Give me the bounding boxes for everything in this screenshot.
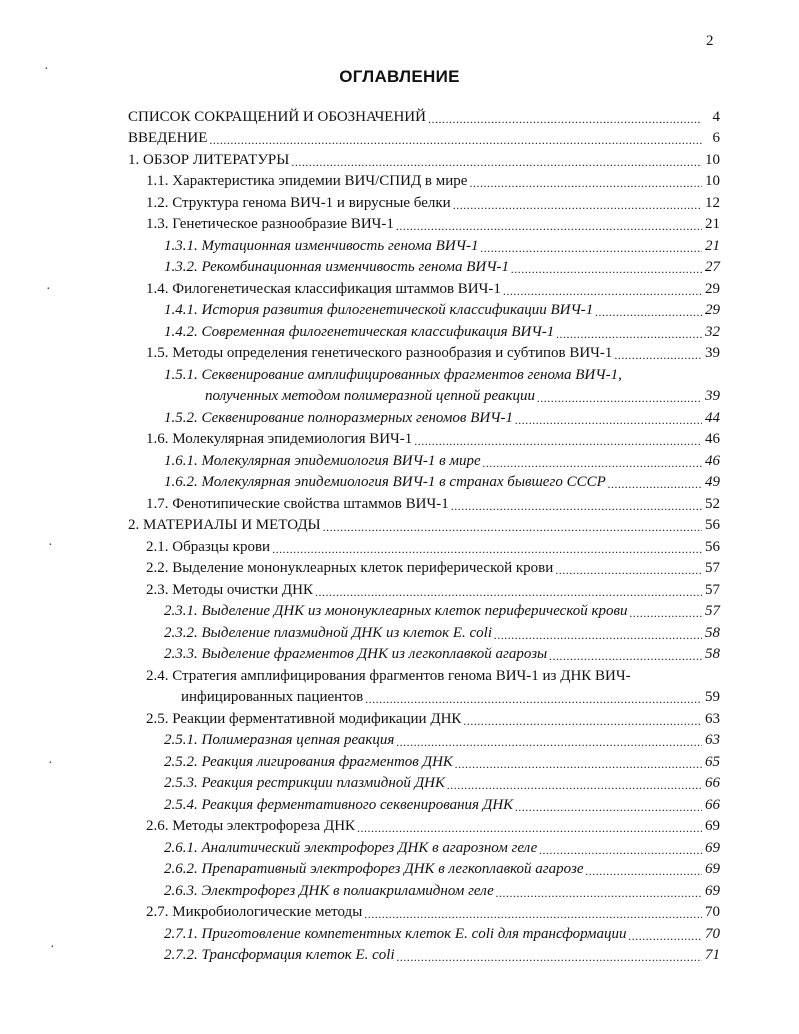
toc-entry[interactable] [164, 323, 720, 341]
toc-entry[interactable] [164, 237, 720, 255]
toc-entry[interactable] [164, 473, 720, 491]
toc-entry-page: 27 [705, 259, 720, 275]
toc-entry-label: 2.5. Реакции ферментативной модификации ДНК [146, 711, 462, 727]
toc-entry-label: 2.6. Методы электрофореза ДНК [146, 818, 356, 834]
toc-entry-label: 2.5.3. Реакция рестрикции плазмидной ДНК [164, 775, 445, 791]
margin-mark: · [50, 940, 55, 955]
toc-entry-page: 57 [705, 560, 720, 576]
toc-entry-page: 46 [705, 431, 720, 447]
toc-entry[interactable] [128, 516, 720, 534]
toc-entry-label: 2.5.1. Полимеразная цепная реакция [164, 732, 395, 748]
toc-entry[interactable] [146, 903, 720, 921]
toc-entry-page: 44 [705, 410, 720, 426]
margin-mark: · [44, 62, 49, 77]
toc-entry-label: 1.6.1. Молекулярная эпидемиология ВИЧ-1 в мире [164, 453, 481, 469]
toc-entry-label: 2.6.3. Электрофорез ДНК в полиакриламидном геле [164, 883, 494, 899]
toc-entry[interactable] [164, 301, 720, 319]
toc-entry-label: 1.3.2. Рекомбинационная изменчивость генома ВИЧ-1 [164, 259, 510, 275]
toc-entry[interactable] [205, 387, 720, 405]
toc-entry-page: 66 [705, 775, 720, 791]
toc-entry-label: 1.1. Характеристика эпидемии ВИЧ/СПИД в мире [146, 173, 468, 189]
toc-entry-page: 52 [705, 496, 720, 512]
toc-entry[interactable] [146, 215, 720, 233]
toc-entry-label: 2.6.1. Аналитический электрофорез ДНК в агарозном геле [164, 840, 538, 856]
toc-entry[interactable] [164, 796, 720, 814]
toc-entry[interactable] [181, 688, 720, 706]
toc-entry-label: 1.7. Фенотипические свойства штаммов ВИЧ-1 [146, 496, 449, 512]
toc-entry-label: 1. ОБЗОР ЛИТЕРАТУРЫ [128, 152, 290, 168]
toc-entry-label: 1.2. Структура генома ВИЧ-1 и вирусные белки [146, 195, 451, 211]
page-title: ОГЛАВЛЕНИЕ [339, 67, 460, 86]
toc-entry[interactable] [146, 581, 720, 599]
toc-entry-label: 1.5.2. Секвенирование полноразмерных геномов ВИЧ-1 [164, 410, 514, 426]
toc-entry[interactable] [164, 624, 720, 642]
toc-entry-page: 46 [705, 453, 720, 469]
toc-entry[interactable] [164, 774, 720, 792]
toc-entry[interactable] [164, 258, 720, 276]
toc-entry-label: 2.3.1. Выделение ДНК из мононуклеарных клеток периферической крови [164, 603, 628, 619]
toc-entry-label: 2.2. Выделение мононуклеарных клеток периферической крови [146, 560, 554, 576]
toc-entry-label: ВВЕДЕНИЕ [128, 130, 208, 146]
toc-entry-page: 57 [705, 603, 720, 619]
toc-entry-page: 4 [712, 109, 720, 125]
toc-entry-page: 70 [705, 926, 720, 942]
toc-entry-label: 2.7. Микробиологические методы [146, 904, 363, 920]
toc-entry-label: 1.3. Генетическое разнообразие ВИЧ-1 [146, 216, 394, 232]
toc-entry-label: 2. МАТЕРИАЛЫ И МЕТОДЫ [128, 517, 321, 533]
toc-entry-page: 70 [705, 904, 720, 920]
toc-entry[interactable] [164, 409, 720, 427]
toc-entry-page: 66 [705, 797, 720, 813]
toc-entry[interactable] [164, 645, 720, 663]
toc-entry-page: 10 [705, 173, 720, 189]
toc-entry-page: 29 [705, 281, 720, 297]
toc-entry[interactable] [128, 108, 720, 126]
toc-entry-page: 63 [705, 711, 720, 727]
toc-entry[interactable] [164, 731, 720, 749]
toc-entry[interactable] [146, 280, 720, 298]
toc-entry-label: 2.5.2. Реакция лигирования фрагментов ДНК [164, 754, 453, 770]
toc-entry[interactable] [128, 151, 720, 169]
toc-entry[interactable] [164, 946, 720, 964]
toc-entry[interactable] [146, 172, 720, 190]
toc-entry-label: 1.6. Молекулярная эпидемиология ВИЧ-1 [146, 431, 413, 447]
toc-entry-page: 49 [705, 474, 720, 490]
margin-mark: · [48, 538, 53, 553]
toc-entry-label: 2.1. Образцы крови [146, 539, 271, 555]
toc-entry-page: 6 [712, 130, 720, 146]
toc-entry-label: 1.4.2. Современная филогенетическая классификация ВИЧ-1 [164, 324, 555, 340]
margin-mark: · [48, 756, 53, 771]
toc-entry-label[interactable]: 1.5.1. Секвенирование амплифицированных фрагментов генома ВИЧ-1, [164, 367, 622, 383]
toc-entry[interactable] [128, 129, 720, 147]
toc-entry-page: 65 [705, 754, 720, 770]
toc-entry[interactable] [164, 452, 720, 470]
toc-entry-label: инфицированных пациентов [181, 689, 364, 705]
toc-entry-label: 2.3.3. Выделение фрагментов ДНК из легкоплавкой агарозы [164, 646, 548, 662]
toc-entry[interactable] [146, 710, 720, 728]
toc-entry-label: 2.3.2. Выделение плазмидной ДНК из клеток E. coli [164, 625, 492, 641]
toc-entry[interactable] [146, 194, 720, 212]
toc-entry-label: 1.4.1. История развития филогенетической классификации ВИЧ-1 [164, 302, 594, 318]
toc-entry-label: 1.5. Методы определения генетического разнообразия и субтипов ВИЧ-1 [146, 345, 613, 361]
toc-entry-page: 56 [705, 517, 720, 533]
toc-entry[interactable] [146, 538, 720, 556]
toc-entry-label[interactable]: 2.4. Стратегия амплифицирования фрагментов генома ВИЧ-1 из ДНК ВИЧ- [146, 668, 631, 684]
toc-entry[interactable] [164, 753, 720, 771]
toc-entry[interactable] [146, 344, 720, 362]
toc-entry-page: 39 [705, 388, 720, 404]
toc-entry-label: 1.3.1. Мутационная изменчивость генома ВИЧ-1 [164, 238, 479, 254]
toc-entry-page: 32 [705, 324, 720, 340]
toc-entry-page: 69 [705, 883, 720, 899]
toc-entry[interactable] [146, 495, 720, 513]
toc-entry-page: 57 [705, 582, 720, 598]
toc-entry-label: 1.6.2. Молекулярная эпидемиология ВИЧ-1 в странах бывшего СССР [164, 474, 606, 490]
toc-entry-label: 2.5.4. Реакция ферментативного секвенирования ДНК [164, 797, 514, 813]
toc-entry-label: 2.7.2. Трансформация клеток E. coli [164, 947, 395, 963]
toc-entry-page: 69 [705, 861, 720, 877]
toc-entry[interactable] [164, 925, 720, 943]
margin-mark: · [46, 282, 51, 297]
toc-entry-page: 21 [705, 216, 720, 232]
toc-entry[interactable] [164, 839, 720, 857]
toc-entry[interactable] [164, 602, 720, 620]
toc-entry-page: 71 [705, 947, 720, 963]
toc-entry-page: 58 [705, 646, 720, 662]
toc-entry[interactable] [146, 430, 720, 448]
toc-entry[interactable] [146, 817, 720, 835]
page-number: 2 [706, 33, 714, 49]
toc-entry-page: 69 [705, 840, 720, 856]
toc-entry-label: полученных методом полимеразной цепной реакции [205, 388, 536, 404]
toc-entry-label: 2.7.1. Приготовление компетентных клеток E. coli для трансформации [164, 926, 627, 942]
toc-entry-page: 69 [705, 818, 720, 834]
toc-entry-page: 56 [705, 539, 720, 555]
toc-entry-page: 12 [705, 195, 720, 211]
toc-entry-page: 29 [705, 302, 720, 318]
toc-entry-label: 2.6.2. Препаративный электрофорез ДНК в легкоплавкой агарозе [164, 861, 584, 877]
toc-entry-label: 2.3. Методы очистки ДНК [146, 582, 313, 598]
toc-entry-label: СПИСОК СОКРАЩЕНИЙ И ОБОЗНАЧЕНИЙ [128, 109, 426, 125]
toc-entry-page: 39 [705, 345, 720, 361]
toc-entry-page: 63 [705, 732, 720, 748]
toc-entry[interactable] [164, 882, 720, 900]
toc-entry-page: 21 [705, 238, 720, 254]
toc-entry[interactable] [146, 559, 720, 577]
toc-entry-page: 10 [705, 152, 720, 168]
toc-entry[interactable] [164, 860, 720, 878]
toc-entry-page: 58 [705, 625, 720, 641]
toc-entry-label: 1.4. Филогенетическая классификация штаммов ВИЧ-1 [146, 281, 501, 297]
toc-entry-page: 59 [705, 689, 720, 705]
